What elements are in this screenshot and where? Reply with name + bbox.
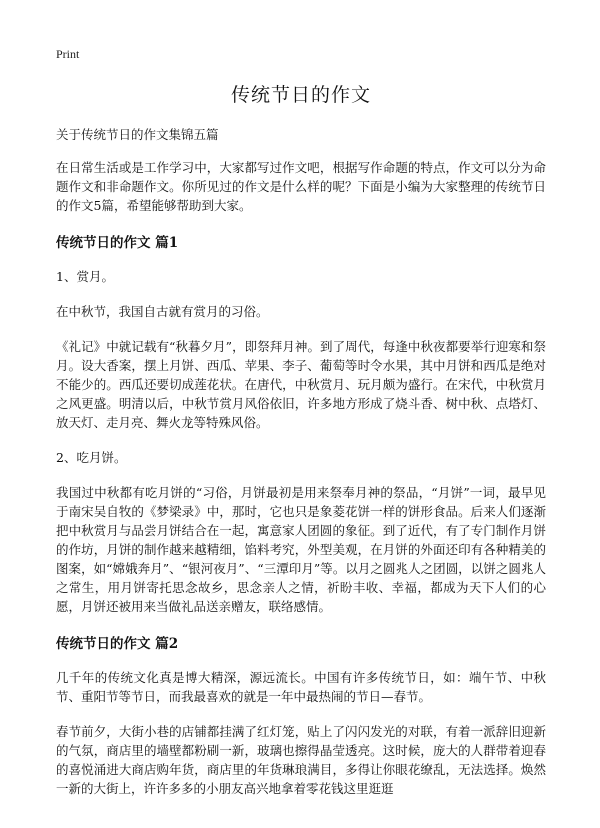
document-body (56, 80, 546, 814)
paragraph: 春节前夕，大街小巷的店铺都挂满了红灯笼，贴上了闪闪发光的对联，有着一派辞旧迎新的气氛，商店里的墙壁都粉刷一新，玻璃也擦得晶莹透亮。这时候，庞大的人群带着迎春的喜悦涌进大商店购年货，商店里的年货琳琅满目，多得让你眼花缭乱，无法选择。焕然一新的大街上，许许多多的小朋友高兴地拿着零花钱这里逛逛 (56, 724, 546, 796)
document-subtitle: 关于传统节日的作文集锦五篇 (56, 127, 219, 142)
print-link[interactable]: Print (56, 47, 80, 61)
paragraph: 我国过中秋都有吃月饼的“习俗，月饼最初是用来祭奉月神的祭品，“月饼”一词，最早见于南宋吴自牧的《梦梁录》中，那时，它也只是象菱花饼一样的饼形食品。后来人们逐渐把中秋赏月与品尝月饼结合在一起，寓意家人团圆的象征。到了近代，有了专门制作月饼的作坊，月饼的制作越来越精细，馅料考究，外型美观，在月饼的外面还印有各种精美的图案，如“嫦娥奔月”、“银河夜月”、“三潭印月”等。以月之圆兆人之团圆，以饼之圆兆人之常生，用月饼寄托思念故乡，思念亲人之情，祈盼丰收、幸福，都成为天下人们的心愿，月饼还被用来当做礼品送亲赠友，联络感情。 (56, 485, 546, 614)
section-heading: 传统节日的作文 篇2 (56, 636, 179, 652)
paragraph: 几千年的传统文化真是博大精深，源远流长。中国有许多传统节日，如：端午节、中秋节、重阳节等节日，而我最喜欢的就是一年中最热闹的节日—春节。 (56, 670, 546, 704)
paragraph: 在中秋节，我国自古就有赏月的习俗。 (56, 304, 269, 319)
list-item-heading: 2、吃月饼。 (56, 450, 127, 465)
section-heading: 传统节日的作文 篇1 (56, 235, 179, 251)
document-title: 传统节日的作文 (230, 84, 371, 106)
intro-paragraph: 在日常生活或是工作学习中，大家都写过作文吧，根据写作命题的特点，作文可以分为命题作文和非命题作文。你所见过的作文是什么样的呢？下面是小编为大家整理的传统节日的作文5篇，希望能够帮助到大家。 (56, 160, 546, 213)
paragraph: 《礼记》中就记载有“秋暮夕月”，即祭拜月神。到了周代，每逢中秋夜都要举行迎寒和祭月。设大香案，摆上月饼、西瓜、苹果、李子、葡萄等时令水果，其中月饼和西瓜是绝对不能少的。西瓜还要切成莲花状。在唐代，中秋赏月、玩月颇为盛行。在宋代，中秋赏月之风更盛。明清以后，中秋节赏月风俗依旧，许多地方形成了烧斗香、树中秋、点塔灯、放天灯、走月亮、舞火龙等特殊风俗。 (56, 339, 546, 430)
list-item-heading: 1、赏月。 (56, 269, 114, 284)
